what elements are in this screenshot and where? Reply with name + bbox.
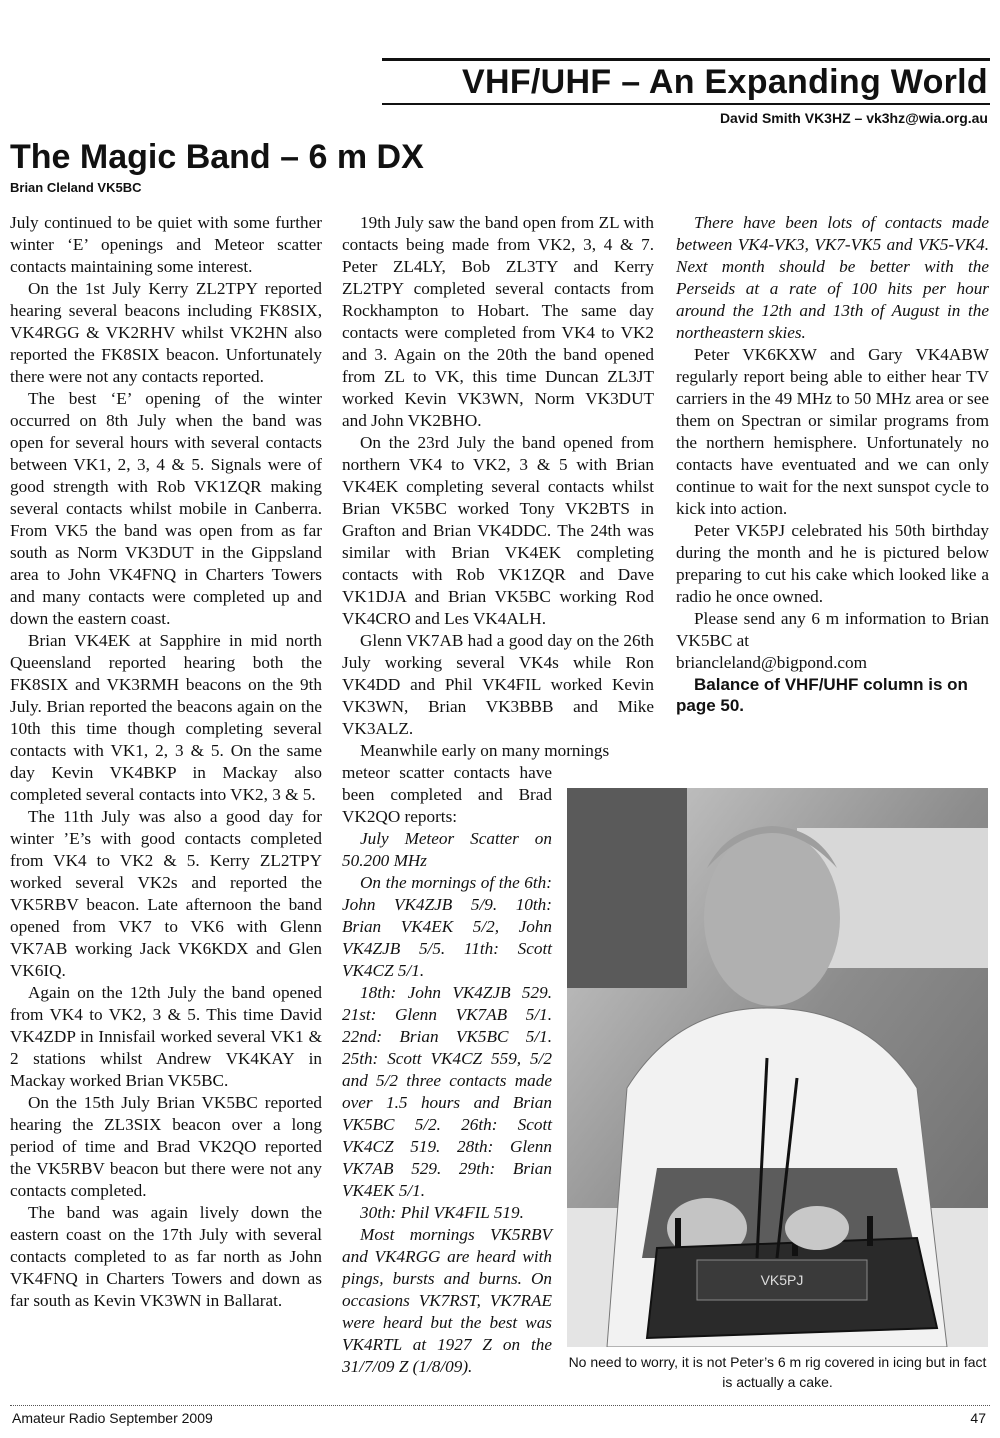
article-title: The Magic Band – 6 m DX — [10, 138, 424, 176]
header-rule — [382, 58, 990, 61]
column-1 — [10, 212, 322, 1312]
italic-paragraph: 18th: John VK4ZJB 529. 21st: Glenn VK7AB 5/1. 22nd: Brian VK5BC 5/1. 25th: Scott VK4CZ 559, 5/2 and 5/2 three contacts made over 1.5 hours and Brian VK5BC 5/2. 26th: Scott VK4CZ 519. 28th: Glenn VK7AB 529. 29th: Brian VK4EK 5/1. — [342, 983, 552, 1200]
paragraph: 19th July saw the band open from ZL with contacts being made from VK2, 3, 4 & 7. Peter ZL4LY, Bob ZL3TY and Kerry ZL2TPY completed several contacts from Rockhampton to Hobart. The same day contacts were completed from VK4 to VK2 and 3. Again on the 20th the band opened from ZL to VK, this time Duncan ZL3JT worked Kevin VK3WN, Norm VK3DUT and John VK2BHO. — [342, 213, 654, 430]
section-author: David Smith VK3HZ – vk3hz@wia.org.au — [719, 110, 988, 126]
cake-lettering: VK5PJ — [760, 1272, 804, 1288]
header-subrule — [382, 103, 990, 105]
paragraph: July continued to be quiet with some further winter ‘E’ openings and Meteor scatter contacts maintaining some interest. — [10, 213, 322, 276]
paragraph: Again on the 12th July the band opened from VK4 to VK2, 3 & 5. This time David VK4ZDP in Innisfail worked several VK1 & 2 stations whilst Andrew VK4KAY in Mackay worked Brian VK5BC. — [10, 983, 322, 1090]
cake-photo — [567, 788, 988, 1347]
italic-paragraph: There have been lots of contacts made between VK4-VK3, VK7-VK5 and VK5-VK4. Next month should be better with the Perseids at a rate of 100 hits per hour around the 12th and 13th of August in the northeastern skies. — [676, 213, 989, 342]
email-text: briancleland@bigpond.com — [676, 653, 867, 672]
paragraph: Please send any 6 m information to Brian VK5BC at — [676, 609, 989, 650]
column-3 — [676, 212, 989, 716]
paragraph: Brian VK4EK at Sapphire in mid north Queensland reported hearing both the FK8SIX and VK3RMH beacons on the 9th July. Brian reported the beacons again on the 10th this time though completing several contacts with VK1, 2, 3 & 5. On the same day Kevin VK4BKP in Mackay also completed several contacts into VK2, 3 & 5. — [10, 631, 322, 804]
italic-paragraph: On the mornings of the 6th: John VK4ZJB 5/9. 10th: Brian VK4EK 5/2, John VK4ZJB 5/5. 11th: Scott VK4CZ 5/1. — [342, 873, 552, 980]
italic-paragraph: 30th: Phil VK4FIL 519. — [360, 1203, 524, 1222]
photo-caption: No need to worry, it is not Peter’s 6 m rig covered in icing but in fact is actually a cake. — [568, 1354, 987, 1390]
photo-illustration — [567, 788, 988, 1347]
page-number: 47 — [970, 1410, 986, 1426]
paragraph: The band was again lively down the eastern coast on the 17th July with several contacts completed to as far north as John VK4FNQ in Charters Towers and down as far south as Kevin VK3WN in Ballarat. — [10, 1203, 322, 1310]
paragraph: The 11th July was also a good day for winter ’E’s with good contacts completed from VK4 to VK2 & 5. Kerry ZL2TPY worked several VK2s and reported the VK5RBV beacon. Late afternoon the band opened from VK7 to VK6 with Glenn VK7AB working Jack VK6KDX and Glen VK6IQ. — [10, 807, 322, 980]
article-author: Brian Cleland VK5BC — [10, 180, 142, 195]
italic-paragraph: July Meteor Scatter on 50.200 MHz — [342, 829, 552, 870]
paragraph: Meanwhile early on many mornings — [360, 741, 610, 760]
balance-note: Balance of VHF/UHF column is on page 50. — [676, 675, 968, 715]
italic-paragraph: Most mornings VK5RBV and VK4RGG are heard with pings, bursts and burns. On occasions VK7RST, VK7RAE were heard but the best was VK4RTL at 1927 Z on the 31/7/09 Z (1/8/09). — [342, 1225, 552, 1376]
section-title: VHF/UHF – An Expanding World — [462, 63, 988, 101]
paragraph: On the 15th July Brian VK5BC reported hearing the ZL3SIX beacon over a long period of time and Brad VK2QO reported the VK5RBV beacon but there were not any contacts completed. — [10, 1093, 322, 1200]
footer-rule — [10, 1405, 990, 1406]
paragraph: The best ‘E’ opening of the winter occurred on 8th July when the band was open for several hours with several contacts between VK1, 2, 3, 4 & 5. Signals were of good strength with Rob VK1ZQR making several contacts whilst mobile in Canberra. From VK5 the band was open from as far south as Norm VK3DUT in the Gippsland area to John VK4FNQ in Charters Towers and many contacts were completed up and down the eastern coast. — [10, 389, 322, 628]
paragraph: Peter VK5PJ celebrated his 50th birthday during the month and he is pictured below preparing to cut his cake which looked like a radio he once owned. — [676, 521, 989, 606]
paragraph: meteor scatter contacts have been completed and Brad VK2QO reports: — [342, 763, 552, 826]
paragraph: On the 1st July Kerry ZL2TPY reported hearing several beacons including FK8SIX, VK4RGG & VK2RHV whilst VK2HN also reported the FK8SIX beacon. Unfortunately there were not any contacts reported. — [10, 279, 322, 386]
paragraph: On the 23rd July the band opened from northern VK4 to VK2, 3 & 5 with Brian VK4EK completing several contacts whilst Brian VK5BC worked Tony VK2BTS in Grafton and Brian VK4DDC. The 24th was similar with Brian VK4EK completing contacts with Rob VK1ZQR and Dave VK1DJA and Brian VK5BC working Rod VK4CRO and Les VK4ALH. — [342, 433, 654, 628]
paragraph: Peter VK6KXW and Gary VK4ABW regularly report being able to either hear TV carriers in the 49 MHz to 50 MHz area or see them on Spectran or similar programs from the northern hemisphere. Unfortunately no contacts have eventuated and we can only continue to wait for the next sunspot cycle to kick into action. — [676, 345, 989, 518]
paragraph: Glenn VK7AB had a good day on the 26th July working several VK4s while Ron VK4DD and Phil VK4FIL worked Kevin VK3WN, Brian VK3BBB and Mike VK3ALZ. — [342, 631, 654, 738]
narrow-column — [342, 762, 552, 1378]
footer-publication: Amateur Radio September 2009 — [12, 1410, 213, 1426]
